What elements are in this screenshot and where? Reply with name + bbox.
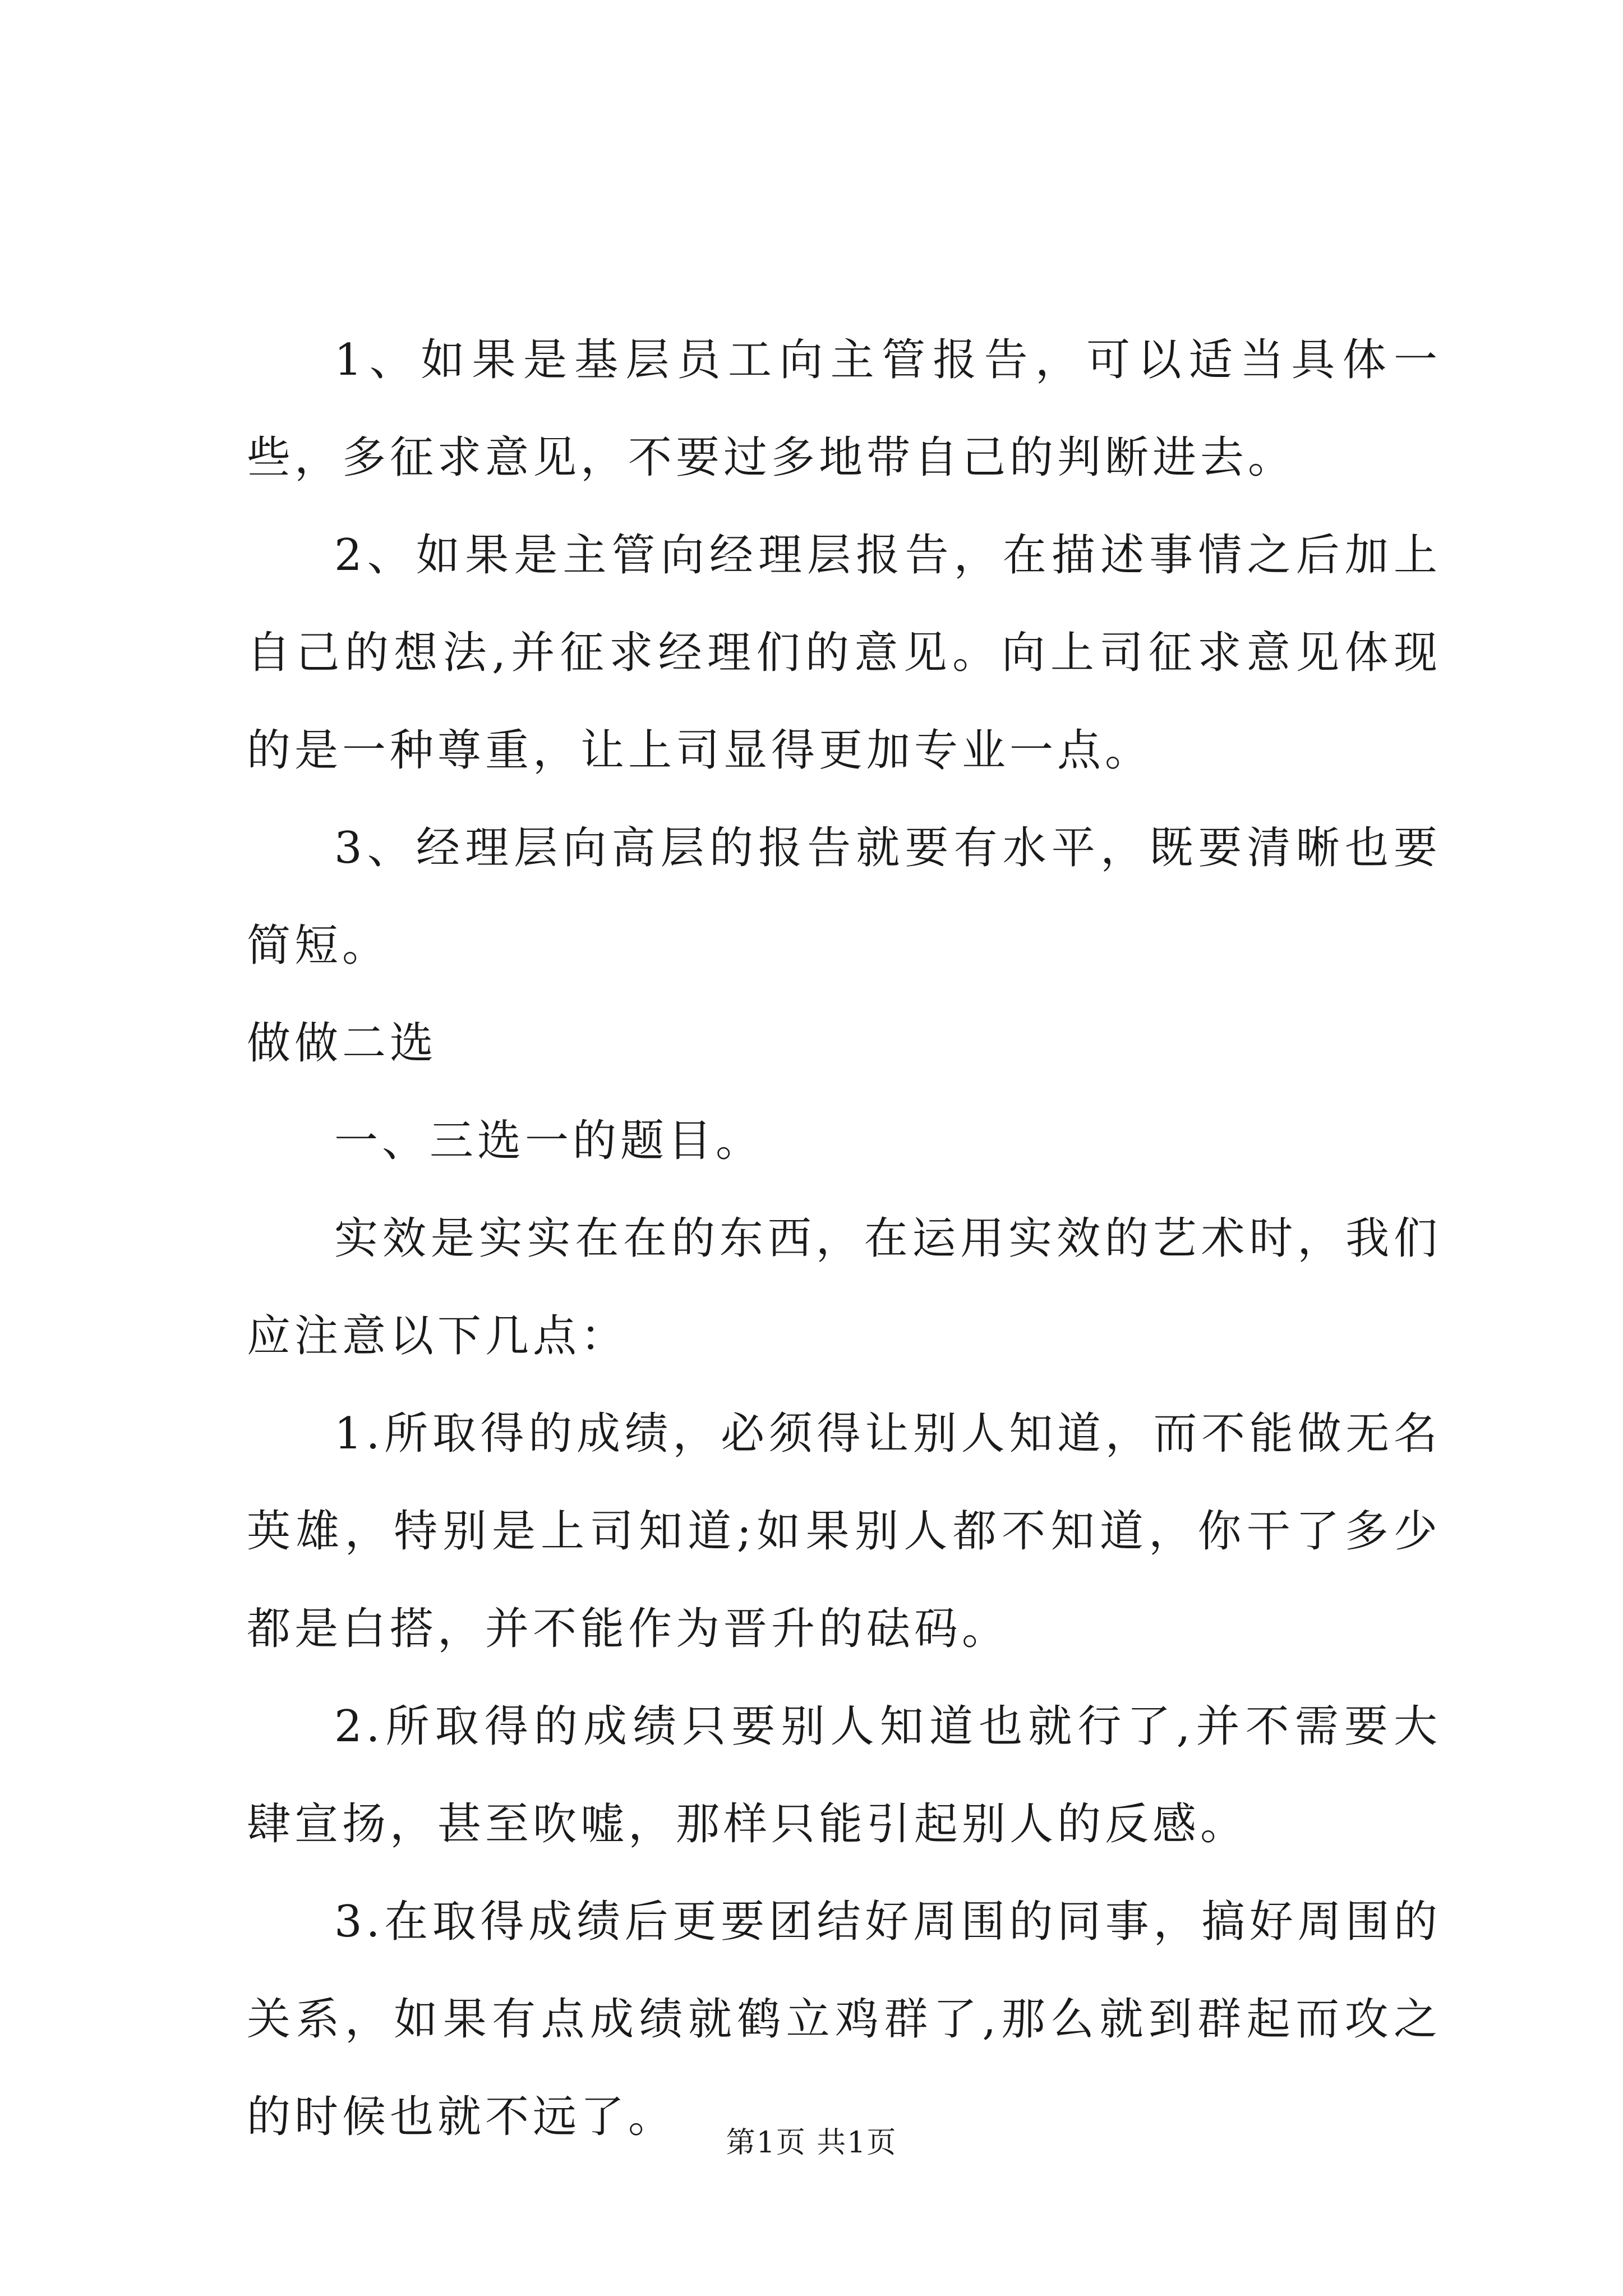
section-fragment: 做做二选	[247, 1018, 438, 1069]
list-item-2: 2.所取得的成绩只要别人知道也就行了,并不需要大肆宣扬，甚至吹嘘，那样只能引起别人的反感。	[247, 1701, 1441, 1849]
list-item-3: 3.在取得成绩后更要团结好周围的同事，搞好周围的关系，如果有点成绩就鹤立鸡群了,那么就到群起而攻之的时候也就不远了。	[247, 1897, 1441, 2142]
section-heading: 一、三选一的题目。	[334, 1116, 764, 1166]
paragraph-intro: 实效是实实在在的东西，在运用实效的艺术时，我们应注意以下几点：	[247, 1213, 1441, 1361]
document-body	[247, 311, 1441, 2166]
paragraph-report-staff: 1、如果是基层员工向主管报告，可以适当具体一些，多征求意见，不要过多地带自己的判断进去。	[247, 335, 1441, 483]
paragraph-report-supervisor: 2、如果是主管向经理层报告，在描述事情之后加上自己的想法,并征求经理们的意见。向上司征求意见体现的是一种尊重，让上司显得更加专业一点。	[247, 530, 1441, 776]
list-item-1: 1.所取得的成绩，必须得让别人知道，而不能做无名英雄，特别是上司知道;如果别人都不知道，你干了多少都是白搭，并不能作为晋升的砝码。	[247, 1409, 1441, 1654]
page-number-footer: 第1页 共1页	[726, 2126, 897, 2160]
paragraph-report-manager: 3、经理层向高层的报告就要有水平，既要清晰也要简短。	[247, 823, 1441, 971]
